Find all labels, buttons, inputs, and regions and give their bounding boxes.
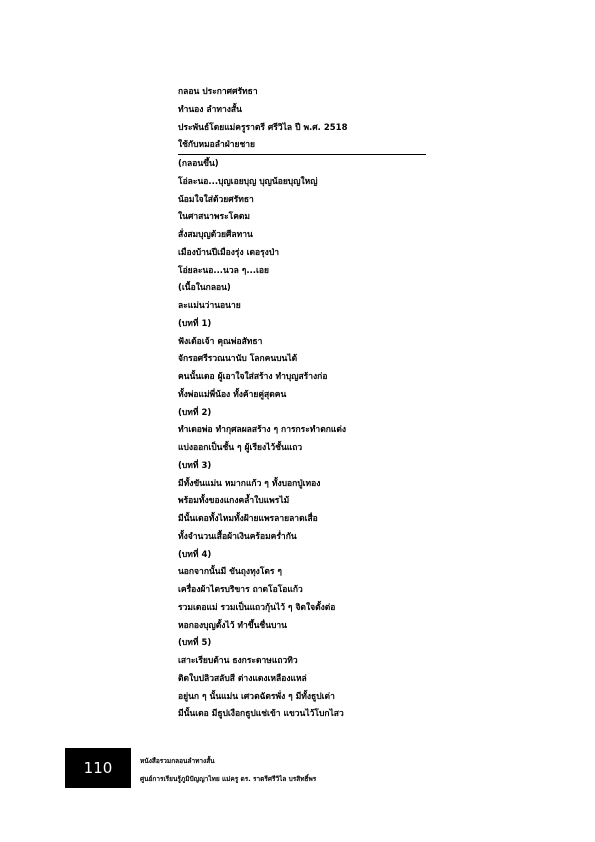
poem-author: ประพันธ์โดยแม่ครูราตรี ศรีวิไล ปี พ.ศ. 2518 [178,122,348,133]
poem-line: เมืองบ้านปีเมืองรุ่ง เดอรุงป่า [178,247,279,258]
poem-line: จักรอศรีรวณนานับ โลกคนบนได้ [178,354,298,365]
poem-line: นอกจากนั้นมี ขันถุงทุงโตร ๆ [178,567,282,578]
poem-line: คนนั้นเดอ ผู้เอาใจใส่สร้าง ทำบุญสร้างก่อ [178,372,328,382]
poem-line: (บทที่ 3) [178,460,212,471]
page-number: 110 [65,748,131,788]
poem-line: (บทที่ 4) [178,549,212,560]
poem-line: ติดใบปลิวสลับสี ต่างแดงเหลืองแหล่ [178,673,307,684]
poem-line: ฟังเด้อเจ้า คุณพ่อสัทธา [178,336,263,347]
poem-title: กลอน ประกาศศรัทธา [178,87,258,97]
publisher-line: ศูนย์การเรียนรู้ภูมิปัญญาไทย แม่ครู ดร. ราตรีศรีวิไล บรสิทธิ์พร [140,775,317,783]
poem-line: อยู่นก ๆ นั้นแม่น เศวตฉัตรพั่ง ๆ มีทั้งธูปเต่า [178,691,335,702]
poem-line: น้อมใจใส่ด้วยศรัทธา [178,194,254,205]
poem-melody: ทำนอง ลำทางสั้น [178,104,242,115]
poem-line: หอกองบุญตั้งไว้ ทำขึ้นชื่นบาน [178,620,287,631]
poem-body [178,156,428,724]
poem-line: ทำเดอพ่อ ทำกุศลผลสร้าง ๆ การกระทำตกแต่ง [178,425,347,436]
poem-line: โอ่ละนอ...บุญเอยบุญ บุญน้อยบุญใหญ่ [178,176,318,187]
poem-line: เสาะเรียบต้าน ธงกระดาษแถวทิว [178,656,298,666]
poem-line: มีนั้นเดอ มีธูปเงือกธูปแช่เข้า แขวนไว้โบกไสว [178,709,344,720]
poem-line: เครื่องผ้าไตรบริขาร ถาดโอโอแก้ว [178,585,303,595]
poem-line: (เนื้อในกลอน) [178,283,231,294]
poem-line: พร้อมทั้งของแกงคล้ำใบแพรไม้ [178,496,290,507]
poem-line: ในศาสนาพระโคดม [178,212,251,223]
poem-line: โอ่ยละนอ...นวล ๆ...เอย [178,265,270,276]
page-footer [140,752,390,788]
poem-usage: ใช้กับหมอลำฝ่ายชาย [178,140,256,151]
poem-line: มีทั้งขันแม่น หมากแก้ว ๆ ทั้งบอกปู่เทอง [178,478,321,489]
poem-line: (บทที่ 1) [178,318,212,329]
poem-line: รวมเดอแม่ รวมเป็นแถวกุ้นไว้ ๆ จิตใจตั้งต่อ [178,602,336,613]
poem-line: แบ่งออกเป็นชั้น ๆ ผู้เรียงไว้ชั้นแถว [178,443,303,453]
header-divider [178,154,426,155]
poem-line: ทั้งพ่อแม่พี่น้อง ทั้งค้ายคู่สุดคน [178,389,287,400]
poem-line: ละแม่นว่านอนาย [178,301,241,311]
poem-line: (บทที่ 2) [178,407,212,418]
poem-line: ทั้งจำนวนเสื้อผ้าเงินคร้อมคร่ำกัน [178,531,297,542]
poem-header [178,84,428,155]
book-title: หนังสือรวมกลอนลำทางสั้น [140,757,215,765]
poem-line: มีนั้นเดอทั้งไหมทั้งฝ้ายแพรลายลาดเสื่อ [178,514,318,524]
poem-line: (กลอนขึ้น) [178,159,219,169]
poem-line: (บทที่ 5) [178,638,212,649]
poem-line: สั่งสมบุญด้วยศีลทาน [178,230,253,240]
